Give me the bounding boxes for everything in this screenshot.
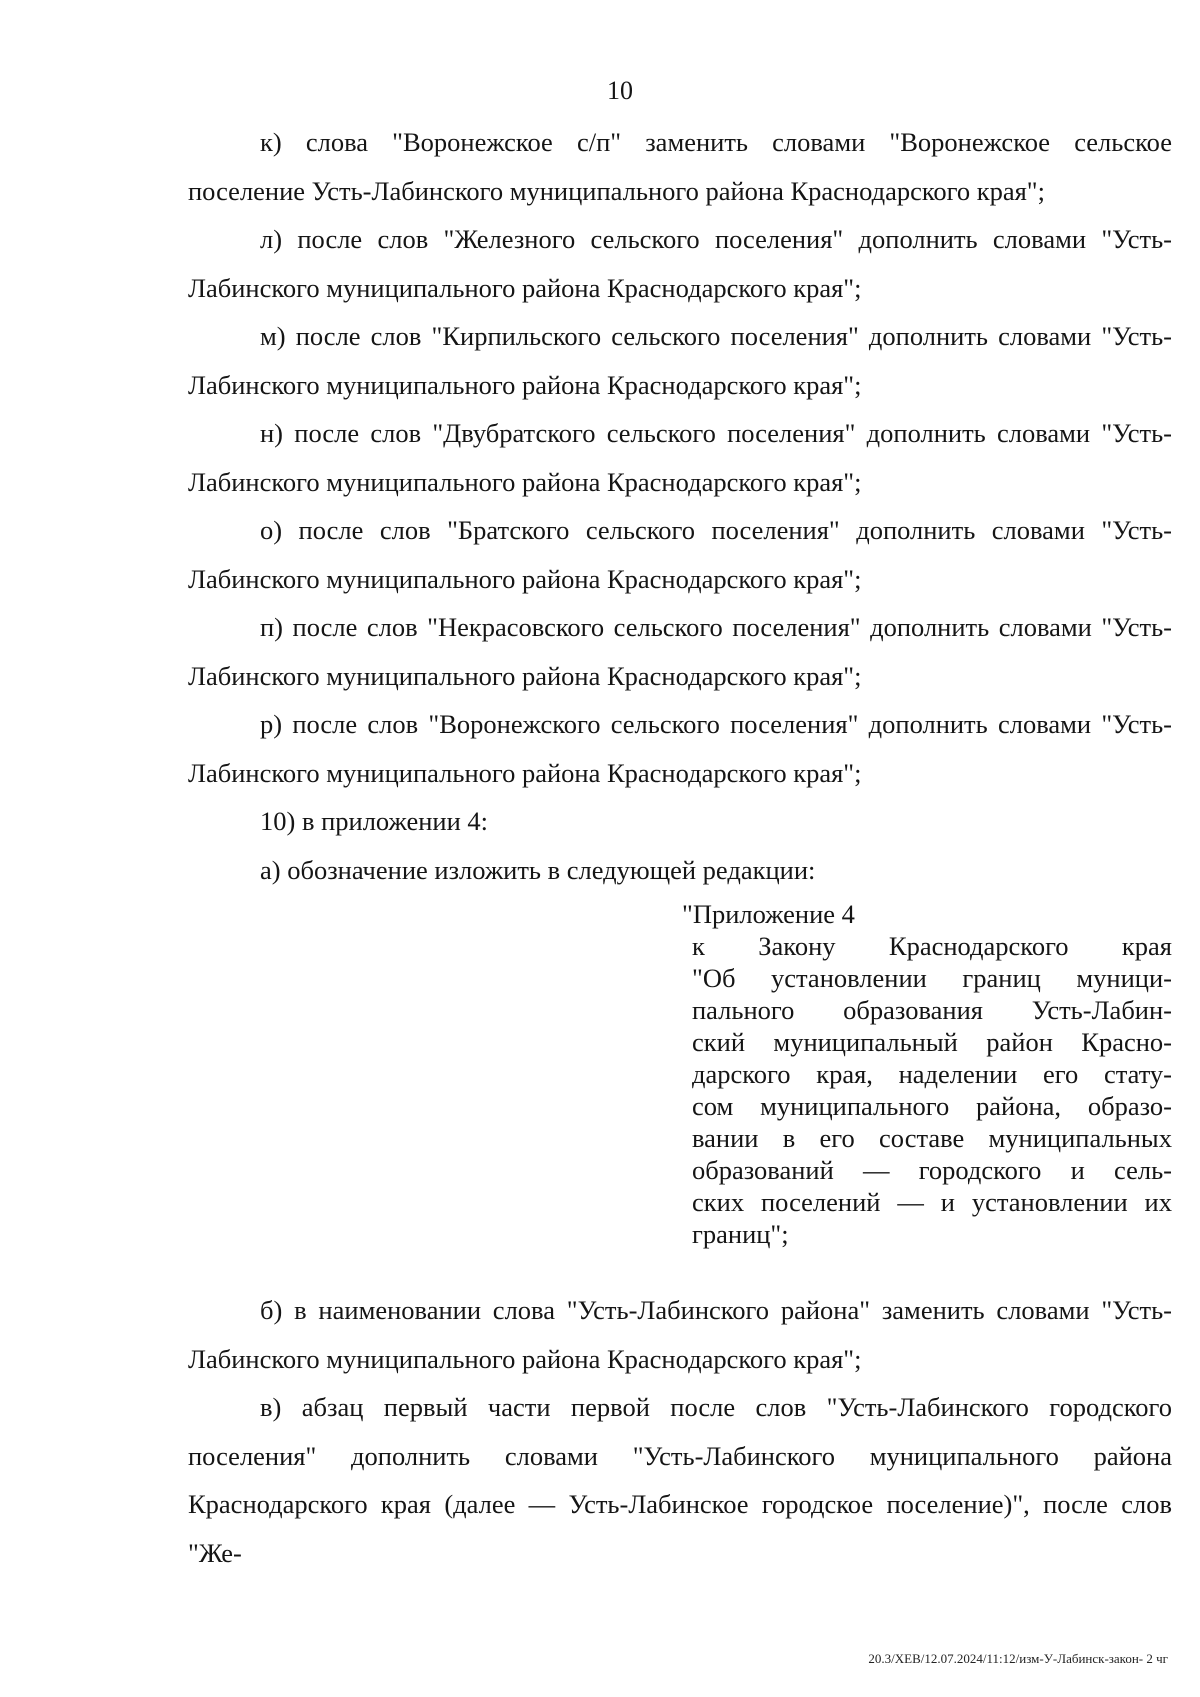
annex-line: дарского края, наделении его стату- bbox=[692, 1059, 1172, 1089]
annex-line: вании в его составе муниципальных bbox=[692, 1123, 1172, 1153]
document-body bbox=[188, 118, 1172, 1577]
annex-line: к Закону Краснодарского края bbox=[692, 931, 1172, 961]
annex-body bbox=[692, 930, 1172, 1250]
annex-line: ский муниципальный район Красно- bbox=[692, 1027, 1172, 1057]
annex-line: "Об установлении границ муници- bbox=[692, 963, 1172, 993]
paragraph-p: п) после слов "Некрасовского сельского поселения" дополнить словами "Усть-Лабинского муниципального района Краснодарского края"; bbox=[188, 612, 1172, 691]
annex-line: пального образования Усть-Лабин- bbox=[692, 995, 1172, 1025]
paragraph-o: о) после слов "Братского сельского поселения" дополнить словами "Усть-Лабинского муниципального района Краснодарского края"; bbox=[188, 515, 1172, 594]
paragraph-b: б) в наименовании слова "Усть-Лабинского района" заменить словами "Усть-Лабинского муниципального района Краснодарского края"; bbox=[188, 1295, 1172, 1374]
annex-line: образований — городского и сель- bbox=[692, 1155, 1172, 1185]
paragraph-a: а) обозначение изложить в следующей редакции: bbox=[260, 854, 816, 885]
paragraph-m: м) после слов "Кирпильского сельского поселения" дополнить словами "Усть-Лабинского муниципального района Краснодарского края"; bbox=[188, 321, 1172, 400]
paragraph-r: р) после слов "Воронежского сельского поселения" дополнить словами "Усть-Лабинского муниципального района Краснодарского края"; bbox=[188, 709, 1172, 788]
annex-line: границ"; bbox=[692, 1219, 789, 1249]
annex-heading-block bbox=[682, 898, 1172, 1250]
paragraph-v: в) абзац первый части первой после слов "Усть-Лабинского городского поселения" дополнить словами "Усть-Лабинского муниципального района Краснодарского края (далее — Усть-Лабинское городское поселение)", после слов "Же- bbox=[188, 1392, 1172, 1568]
annex-line: сом муниципального района, образо- bbox=[692, 1091, 1172, 1121]
paragraph-n: н) после слов "Двубратского сельского поселения" дополнить словами "Усть-Лабинского муниципального района Краснодарского края"; bbox=[188, 418, 1172, 497]
page-number: 10 bbox=[607, 76, 633, 105]
footer-doc-code: 20.3/ХЕВ/12.07.2024/11:12/изм-У-Лабинск-закон- 2 чг bbox=[868, 1651, 1168, 1666]
paragraph-10: 10) в приложении 4: bbox=[260, 806, 489, 836]
paragraph-l: л) после слов "Железного сельского поселения" дополнить словами "Усть-Лабинского муниципального района Краснодарского края"; bbox=[188, 224, 1172, 303]
paragraph-k: к) слова "Воронежское с/п" заменить словами "Воронежское сельское поселение Усть-Лабинского муниципального района Краснодарского края"; bbox=[188, 127, 1172, 206]
annex-title: "Приложение 4 bbox=[682, 899, 855, 929]
annex-line: ских поселений — и установлении их bbox=[692, 1187, 1172, 1217]
